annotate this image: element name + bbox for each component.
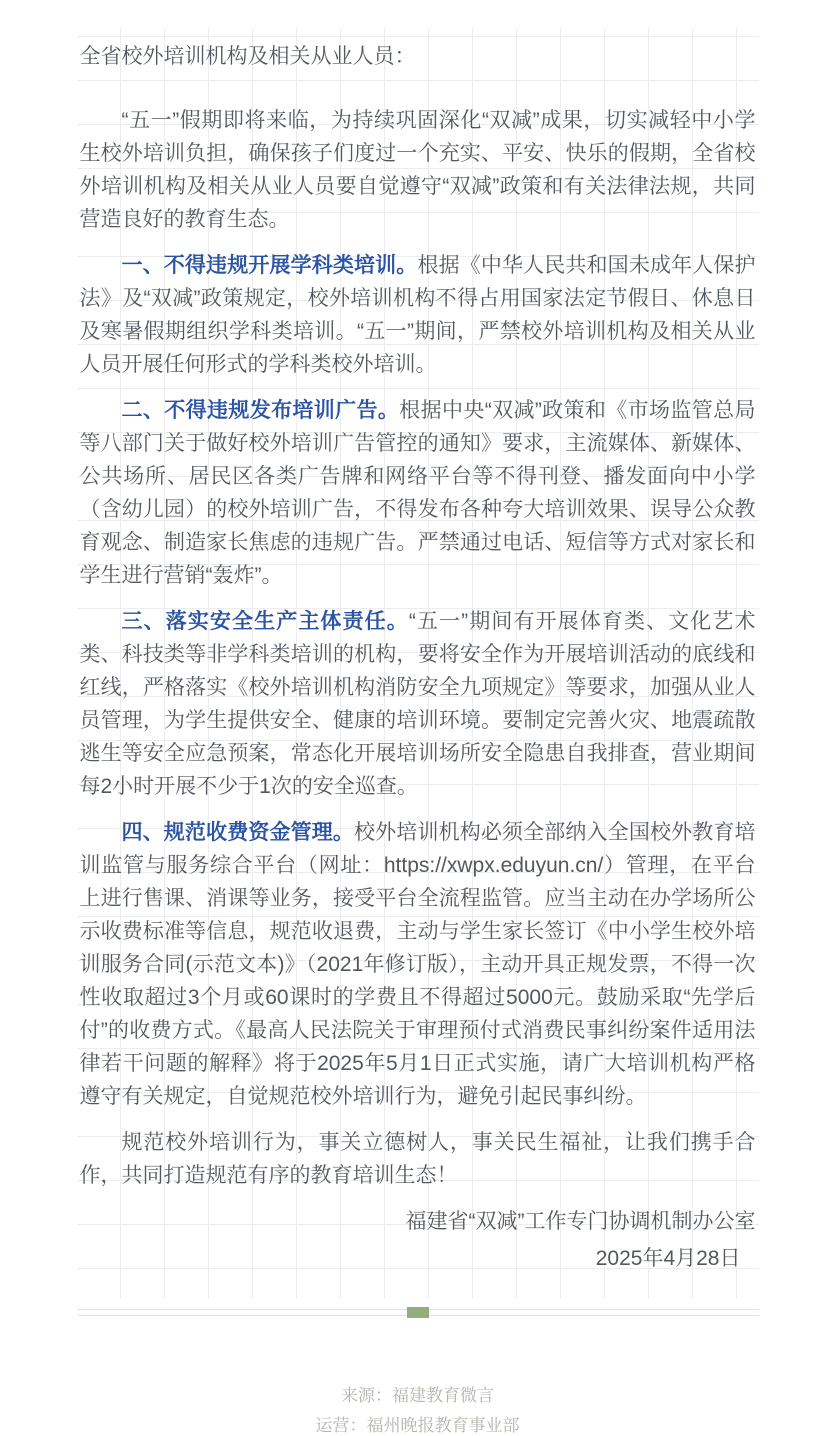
closing-paragraph: 规范校外培训行为，事关立德树人，事关民生福祉，让我们携手合作，共同打造规范有序的教育培训生态！: [79, 1131, 756, 1187]
section-1-body: 根据《中华人民共和国未成年人保护法》及“双减”政策规定，校外培训机构不得占用国家法定节假日、休息日及寒暑假期组织学科类培训。“五一”期间，严禁校外培训机构及相关从业人员开展任何形式的学科类校外培训。: [79, 254, 756, 376]
article-footer: [0, 1386, 835, 1436]
divider-marker: [407, 1307, 429, 1318]
intro-paragraph: “五一”假期即将来临，为持续巩固深化“双减”成果，切实减轻中小学生校外培训负担，确保孩子们度过一个充实、平安、快乐的假期，全省校外培训机构及相关从业人员要自觉遵守“双减”政策和有关法律法规，共同营造良好的教育生态。: [79, 109, 756, 231]
footer-source: 来源：福建教育微言: [341, 1386, 494, 1405]
section-2-heading: 二、不得违规发布培训广告。: [121, 399, 400, 422]
section-4-paragraph: [80, 816, 756, 1113]
section-1-paragraph: [80, 249, 756, 381]
section-4-body: 校外培训机构必须全部纳入全国校外教育培训监管与服务综合平台（网址：https://xwpx.eduyun.cn/）管理，在平台上进行售课、消课等业务，接受平台全流程监管。应当主动在办学场所公示收费标准等信息，规范收退费，主动与学生家长签订《中小学生校外培训服务合同(示范文本)》（2021年修订版），主动开具正规发票，不得一次性收取超过3个月或60课时的学费且不得超过5000元。鼓励采取“先学后付”的收费方式。《最高人民法院关于审理预付式消费民事纠纷案件适用法律若干问题的解释》将于2025年5月1日正式实施，请广大培训机构严格遵守有关规定，自觉规范校外培训行为，避免引起民事纠纷。: [79, 821, 756, 1108]
footer-operator: 运营：福州晚报教育事业部: [315, 1416, 520, 1435]
notice-document: [77, 28, 759, 1299]
section-1-heading: 一、不得违规开展学科类培训。: [121, 254, 418, 277]
section-3-body: “五一”期间有开展体育类、文化艺术类、科技类等非学科类培训的机构，要将安全作为开展培训活动的底线和红线，严格落实《校外培训机构消防安全九项规定》等要求，加强从业人员管理，为学生提供安全、健康的培训环境。要制定完善火灾、地震疏散逃生等安全应急预案，常态化开展培训场所安全隐患自我排查，营业期间每2小时开展不少于1次的安全巡查。: [79, 610, 756, 798]
article-page: [0, 28, 835, 1436]
section-divider: [77, 1309, 759, 1316]
section-3-paragraph: [80, 605, 756, 803]
signature: 福建省“双减”工作专门协调机制办公室: [405, 1210, 756, 1233]
section-4-heading: 四、规范收费资金管理。: [121, 821, 355, 844]
section-3-heading: 三、落实安全生产主体责任。: [121, 610, 409, 633]
signature-date: 2025年4月28日: [595, 1247, 741, 1270]
section-2-paragraph: [80, 394, 756, 592]
salutation: 全省校外培训机构及相关从业人员：: [79, 45, 416, 68]
section-2-body: 根据中央“双减”政策和《市场监管总局等八部门关于做好校外培训广告管控的通知》要求，主流媒体、新媒体、公共场所、居民区各类广告牌和网络平台等不得刊登、播发面向中小学（含幼儿园）的校外培训广告，不得发布各种夸大培训效果、误导公众教育观念、制造家长焦虑的违规广告。严禁通过电话、短信等方式对家长和学生进行营销“轰炸”。: [79, 399, 756, 587]
